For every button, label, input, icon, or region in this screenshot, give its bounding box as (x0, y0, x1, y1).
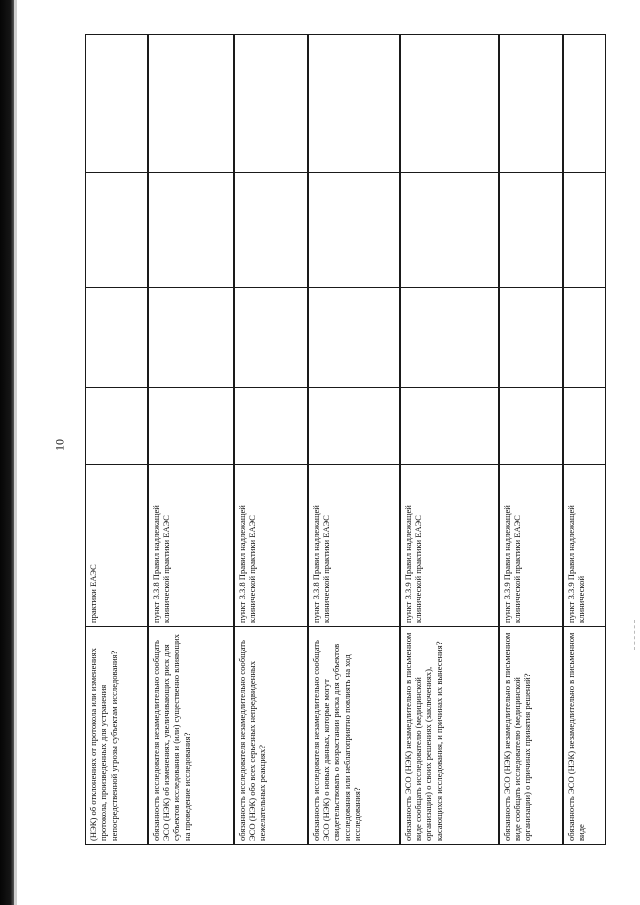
question-cell: обязанность ЭСО (НЭК) незамедлительно в письменном виде (563, 627, 606, 845)
question-cell: (НЭК) об отклонениях от протокола или изменениях протокола, произведенных для устранения непосредственной угрозы субъектам исследования? (86, 627, 148, 845)
table-row (499, 35, 563, 845)
reference-cell: пункт 3.3.9 Правил надлежащей клинической практики ЕАЭС (400, 465, 499, 627)
question-cell: обязанность ЭСО (НЭК) незамедлительно в письменном виде сообщать исследователю (медицинской организации) о причинах принятия решений? (499, 627, 563, 845)
question-cell: обязанность ЭСО (НЭК) незамедлительно в письменном виде сообщать исследователю (медицинской организации) о своих решениях (заключениях), касающихся исследования, и причинах их вынесения? (400, 627, 499, 845)
table-row (234, 35, 308, 845)
answer-cell (308, 288, 400, 388)
answer-cell (499, 35, 563, 173)
answer-cell (234, 288, 308, 388)
scan-shadow (0, 0, 14, 905)
answer-cell (148, 388, 234, 465)
answer-cell (499, 288, 563, 388)
table-row (86, 35, 148, 845)
answer-cell (234, 173, 308, 288)
answer-cell (308, 388, 400, 465)
answer-cell (563, 388, 606, 465)
page-number: 10 (52, 439, 67, 451)
answer-cell (499, 388, 563, 465)
question-cell: обязанность исследователя незамедлительно сообщать ЭСО (НЭК) об изменениях, увеличивающих риск для субъектов исследования и (или) существенно влияющих на проведение исследования? (148, 627, 234, 845)
answer-cell (499, 173, 563, 288)
table-row (400, 35, 499, 845)
answer-cell (563, 173, 606, 288)
answer-cell (400, 35, 499, 173)
answer-cell (86, 173, 148, 288)
reference-cell: пункт 3.3.8 Правил надлежащей клинической практики ЕАЭС (148, 465, 234, 627)
question-cell: обязанность исследователя незамедлительно сообщать ЭСО (НЭК) обо всех серьезных непредвиденных нежелательных реакциях? (234, 627, 308, 845)
table-row (563, 35, 606, 845)
reference-cell: пункт 3.3.8 Правил надлежащей клинической практики ЕАЭС (308, 465, 400, 627)
question-cell: обязанность исследователя незамедлительно сообщать ЭСО (НЭК) о новых данных, которые могут свидетельствовать о возрастании риска для субъектов исследования или неблагоприятно повлиять на ход исследования? (308, 627, 400, 845)
table-row (148, 35, 234, 845)
answer-cell (563, 35, 606, 173)
answer-cell (148, 35, 234, 173)
answer-cell (148, 173, 234, 288)
checklist-table (85, 34, 606, 845)
reference-cell: пункт 3.3.8 Правил надлежащей клинической практики ЕАЭС (234, 465, 308, 627)
answer-cell (308, 35, 400, 173)
scan-edge (14, 0, 17, 905)
answer-cell (308, 173, 400, 288)
scan-artifact (634, 620, 637, 650)
reference-cell: пункт 3.3.9 Правил надлежащей клинической (563, 465, 606, 627)
answer-cell (148, 288, 234, 388)
answer-cell (563, 288, 606, 388)
answer-cell (86, 35, 148, 173)
reference-cell: практики ЕАЭС (86, 465, 148, 627)
table-row (308, 35, 400, 845)
answer-cell (234, 388, 308, 465)
answer-cell (86, 288, 148, 388)
answer-cell (234, 35, 308, 173)
answer-cell (400, 173, 499, 288)
answer-cell (86, 388, 148, 465)
rotated-page-content (85, 35, 605, 845)
answer-cell (400, 388, 499, 465)
reference-cell: пункт 3.3.9 Правил надлежащей клинической практики ЕАЭС (499, 465, 563, 627)
answer-cell (400, 288, 499, 388)
